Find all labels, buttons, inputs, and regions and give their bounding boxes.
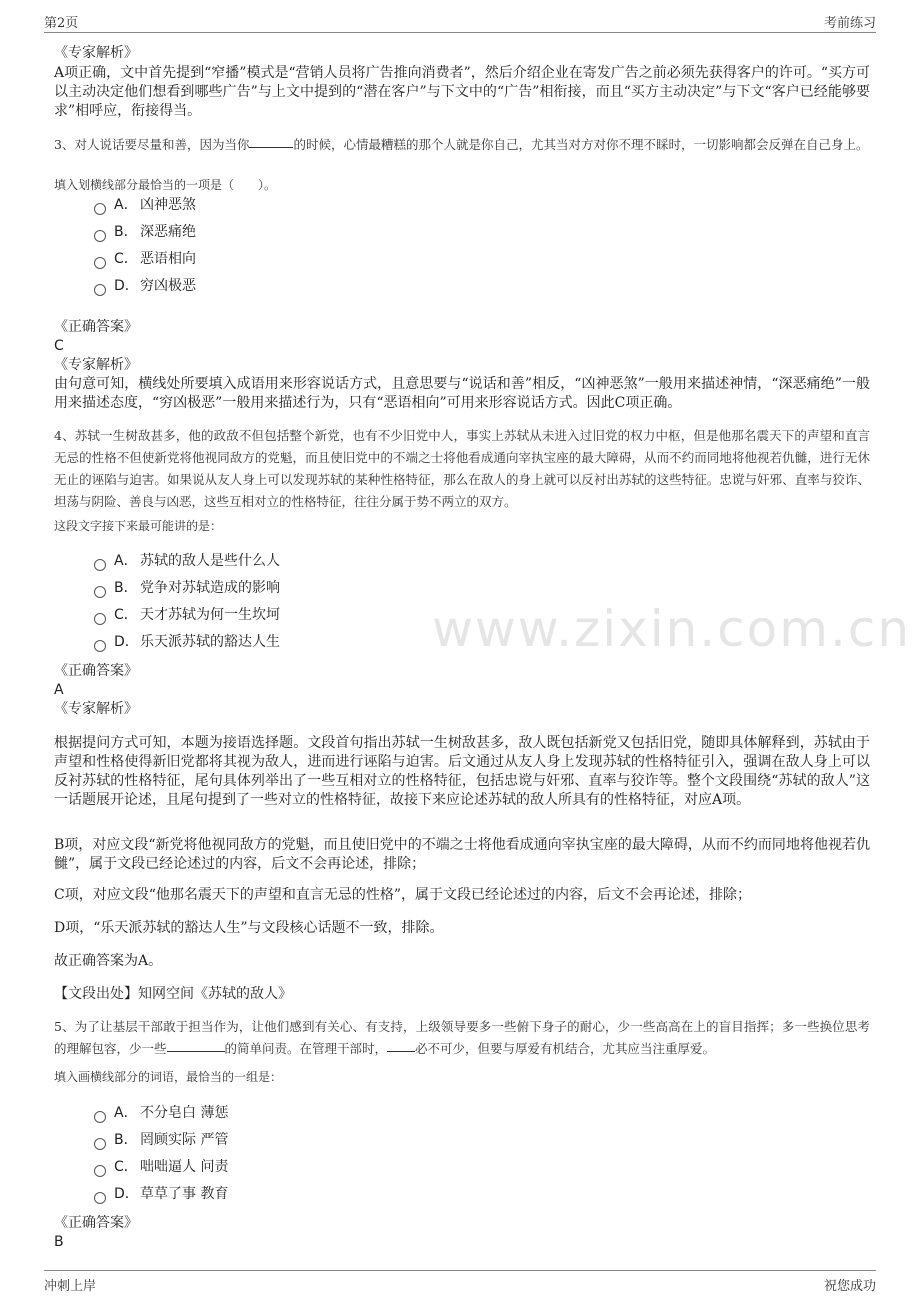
radio-icon[interactable] [94, 640, 106, 652]
q3-option-a[interactable]: A． 凶神恶煞 [94, 196, 196, 214]
q5-option-d[interactable]: D．草草了事 教育 [94, 1185, 228, 1203]
page-number: 第2页 [44, 16, 79, 31]
footer-left-text: 冲刺上岸 [44, 1279, 97, 1294]
q4-answer: A [54, 682, 64, 698]
q5-stem-part2: 的简单问责。在管理干部时， [224, 1041, 388, 1056]
q2-analysis: A项正确，文中首先提到“窄播”模式是“营销人员将广告推向消费者”，然后介绍企业在寄发广告之前必须先获得客户的许可。“买方可以主动决定他们想看到哪些广告”与上文中提到的“潜在客户”与下文中的“广告”相衔接，而且“买方主动决定”与下文“客户已经能够要求”相呼应，衔接得当。 [54, 65, 870, 119]
q3-answer: C [54, 338, 64, 354]
q3-option-c[interactable]: C． 恶语相向 [94, 250, 196, 268]
q3-stem [54, 134, 870, 156]
q5-prompt: 填入画横线部分的词语，最恰当的一组是： [54, 1070, 283, 1084]
q5-blank-2 [387, 1039, 415, 1052]
correct-answer-label: 《正确答案》 [54, 663, 138, 679]
q3-blank [249, 135, 293, 148]
q3-stem-part1: 3、对人说话要尽量和善，因为当你 [54, 137, 250, 152]
q3-stem-part2: 的时候，心情最糟糕的那个人就是你自己，尤其当对方对你不理不睬时，一切影响都会反弹在自己身上。 [293, 137, 869, 152]
radio-icon[interactable] [94, 1138, 106, 1150]
correct-answer-label: 《正确答案》 [54, 319, 138, 335]
correct-answer-label: 《正确答案》 [54, 1215, 138, 1231]
q4-option-b[interactable]: B． 党争对苏轼造成的影响 [94, 579, 280, 597]
q4-prompt: 这段文字接下来最可能讲的是： [54, 519, 223, 533]
radio-icon[interactable] [94, 284, 106, 296]
page-footer [44, 1270, 876, 1297]
q4-analysis-paragraph-3: C项，对应文段“他那名震天下的声望和直言无忌的性格”，属于文段已经论述过的内容，后文不会再论述，排除； [54, 887, 752, 903]
radio-icon[interactable] [94, 230, 106, 242]
q5-answer: B [54, 1234, 64, 1250]
header-title: 考前练习 [823, 16, 876, 31]
radio-icon[interactable] [94, 586, 106, 598]
q5-option-a[interactable]: A． 不分皂白 薄惩 [94, 1104, 228, 1122]
q4-source: 【文段出处】知网空间《苏轼的敌人》 [54, 986, 292, 1002]
q4-analysis-paragraph-5: 故正确答案为A。 [54, 953, 163, 969]
footer-right-text: 祝您成功 [823, 1279, 876, 1294]
q4-stem: 4、苏轼一生树敌甚多，他的政敌不但包括整个新党，也有不少旧党中人，事实上苏轼从未进入过旧党的权力中枢，但是他那名震天下的声望和直言无忌的性格不但使新党将他视同敌方的党魁，而且使旧党中的不端之士将他看成通向宰执宝座的最大障碍，从而不约而同地将他视若仇雠，进行无休无止的诬陷与迫害。如果说从友人身上可以发现苏轼的某种性格特征，那么在敌人的身上就可以反衬出苏轼的这些特征。忠谠与奸邪、直率与狡诈、坦荡与阴险、善良与凶恶，这些互相对立的性格特征，往往分属于势不两立的双方。 [54, 428, 870, 509]
expert-analysis-label: 《专家解析》 [54, 701, 138, 717]
q3-option-d[interactable]: D．穷凶极恶 [94, 277, 196, 295]
q5-option-b[interactable]: B． 罔顾实际 严管 [94, 1131, 228, 1149]
q5-blank-1 [167, 1039, 225, 1052]
radio-icon[interactable] [94, 257, 106, 269]
q4-analysis-paragraph-2: B项，对应文段“新党将他视同敌方的党魁，而且使旧党中的不端之士将他看成通向宰执宝座的最大障碍，从而不约而同地将他视若仇雠”，属于文段已经论述过的内容，后文不会再论述，排除； [54, 837, 870, 872]
q3-analysis: 由句意可知，横线处所要填入成语用来形容说话方式，且意思要与“说话和善”相反，“凶神恶煞”一般用来描述神情，“深恶痛绝”一般用来描述态度，“穷凶极恶”一般用来描述行为，只有“恶语相向”可用来形容说话方式。因此C项正确。 [54, 376, 870, 411]
expert-analysis-label: 《专家解析》 [54, 357, 138, 373]
q5-option-c[interactable]: C． 咄咄逼人 问责 [94, 1158, 228, 1176]
radio-icon[interactable] [94, 1192, 106, 1204]
q4-option-d[interactable]: D．乐天派苏轼的豁达人生 [94, 633, 280, 651]
q4-analysis-paragraph-1: 根据提问方式可知，本题为接语选择题。文段首句指出苏轼一生树敌甚多，敌人既包括新党又包括旧党，随即具体解释到，苏轼由于声望和性格使得新旧党都将其视为敌人，进而进行诬陷与迫害。后文通过从友人身上发现苏轼的性格特征引入，强调在敌人身上可以反衬苏轼的性格特征，尾句具体列举出了一些互相对立的性格特征，包括忠谠与奸邪、直率与狡诈等。整个文段围绕“苏轼的敌人”这一话题展开论述，且尾句提到了一些对立的性格特征，故接下来应论述苏轼的敌人所具有的性格特征，对应A项。 [54, 735, 870, 808]
q4-option-c[interactable]: C． 天才苏轼为何一生坎坷 [94, 606, 280, 624]
page-header [44, 10, 876, 33]
watermark: www.zixin.com.cn [432, 600, 912, 658]
q4-option-a[interactable]: A． 苏轼的敌人是些什么人 [94, 552, 280, 570]
radio-icon[interactable] [94, 1165, 106, 1177]
radio-icon[interactable] [94, 203, 106, 215]
radio-icon[interactable] [94, 613, 106, 625]
q3-option-b[interactable]: B． 深恶痛绝 [94, 223, 196, 241]
q5-stem [54, 1016, 870, 1060]
radio-icon[interactable] [94, 1111, 106, 1123]
expert-analysis-label: 《专家解析》 [54, 45, 138, 61]
q5-stem-part1: 5、为了让基层干部敢于担当作为，让他们感到有关心、有支持，上级领导要多一些俯下身子的耐心，少一些高高在上的盲目指挥；多一些换位思考的理解包容，少一些 [54, 1019, 870, 1056]
q4-analysis-paragraph-4: D项，“乐天派苏轼的豁达人生”与文段核心话题不一致，排除。 [54, 920, 444, 936]
radio-icon[interactable] [94, 559, 106, 571]
q5-stem-part3: 必不可少，但要与厚爱有机结合，尤其应当注重厚爱。 [415, 1041, 716, 1056]
q3-prompt: 填入划横线部分最恰当的一项是（ ）。 [54, 178, 277, 192]
